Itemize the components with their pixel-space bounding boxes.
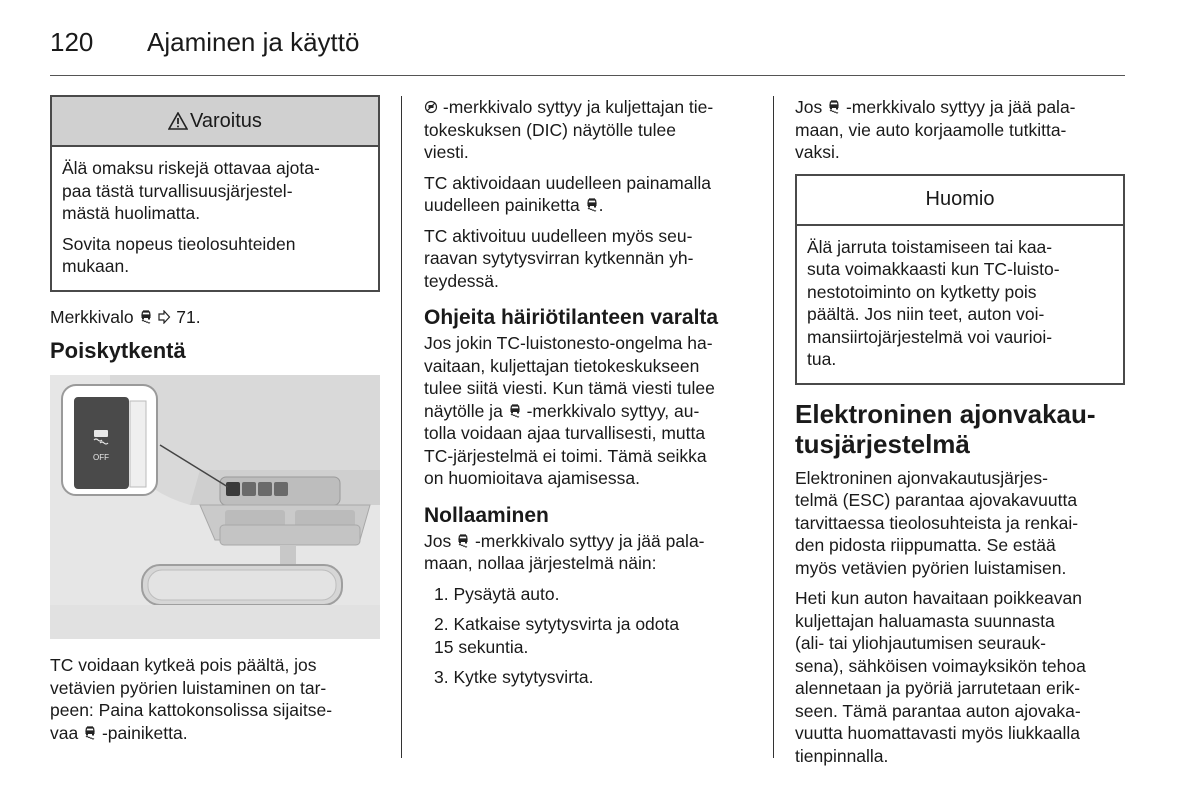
workshop-text-a: Jos (795, 97, 823, 117)
header-rule (50, 75, 1125, 76)
warning-title: Varoitus (190, 109, 262, 132)
esc-text-1: Elektroninen ajonvakautusjärjes- telmä (ESC) parantaa ajovakavuutta tarvittaessa tieolosuhteista ja renkai- den pidosta riippumatta. Se estää myös vetävien pyörien luistamisen. (795, 467, 1079, 578)
traction-control-icon (139, 310, 153, 324)
off-button-label: OFF (93, 453, 109, 462)
page-reference-arrow-icon (157, 310, 171, 324)
reset-text (424, 530, 754, 575)
traction-control-icon (827, 100, 841, 114)
note-body (797, 226, 1123, 383)
page-number: 120 (50, 27, 94, 57)
caption-text (50, 654, 390, 744)
tc-off-indicator-label: -merkkivalo syttyy ja kuljettajan tie- tokeskuksen (DIC) näytölle tulee viesti. (424, 97, 714, 162)
caption (50, 654, 390, 752)
reactivate-label: TC aktivoidaan uudelleen painamalla uudelleen painiketta (424, 172, 711, 215)
warning-text-2: Sovita nopeus tieolosuhteiden mukaan. (62, 233, 296, 276)
reset-text-b: -merkkivalo syttyy ja jää pala- maan, nollaa järjestelmä näin: (424, 530, 705, 573)
traction-control-off-icon (424, 100, 438, 114)
warning-triangle-icon (168, 112, 188, 130)
list-item: 1. Pysäytä auto. (434, 583, 560, 604)
reset-text-a: Jos (424, 530, 452, 551)
section-heading-esc: Elektroninen ajonvakau- tusjärjestelmä (795, 398, 1096, 459)
reactivate-text: TC aktivoidaan uudelleen painamalla uudelleen painiketta . (424, 172, 711, 215)
esc-text-2: Heti kun auton havaitaan poikkeavan kuljettajan haluamasta suunnasta (ali- tai yliohjautumisen seurauk- sena), sähköisen voimayksikön tehoa alennetaan ja pyöriä jarrutetaan erik- seen. Tämä parantaa auton ajovaka- vuutta huomattavasti myös liukkaalla tienpinnalla. (795, 588, 1086, 766)
traction-control-icon (508, 404, 522, 418)
column-1 (50, 95, 380, 366)
traction-control-icon (83, 726, 97, 740)
column-2 (424, 96, 754, 697)
workshop-text (795, 96, 1125, 164)
note-text: Älä jarruta toistamiseen tai kaa- suta voimakkaasti kun TC-luisto- nestotoiminto on kytketty pois päältä. Jos niin teet, auton voi- mansiirtojärjestelmä voi vaurioi- tua. (807, 236, 1060, 369)
fault-text-a: Jos jokin TC-luistonesto-ongelma ha- vaitaan, kuljettajan tietokeskukseen tulee siitä viesti. Kun tämä viesti tulee näytölle ja (424, 333, 715, 421)
note-title: Huomio (925, 188, 995, 210)
list-item: 2. Katkaise sytytysvirta ja odota 15 sekuntia. (434, 614, 680, 657)
caption-end: -painiketta. (101, 722, 188, 743)
warning-body (52, 147, 378, 290)
note-header (797, 176, 1123, 226)
workshop-text-b: -merkkivalo syttyy ja jää pala- maan, vie auto korjaamolle tutkitta- vaksi. (795, 97, 1076, 162)
page-title: Ajaminen ja käyttö (147, 27, 360, 57)
column-divider-1 (401, 96, 402, 758)
warning-text-1: Älä omaksu riskejä ottavaa ajota- paa tästä turvallisuusjärjestel- mästä huolimatta. (62, 158, 320, 223)
auto-reactivate-text: TC aktivoituu uudelleen myös seu- raavan sytytysvirran kytkennän yh- teydessä. (424, 225, 694, 291)
roof-console-illustration (50, 375, 380, 639)
section-heading-reset: Nollaaminen (424, 503, 549, 527)
column-divider-2 (773, 96, 774, 758)
reference-label: Merkkivalo (50, 306, 134, 327)
fault-text-b: -merkkivalo syttyy, au- tolla voidaan ajaa turvallisesti, mutta TC-järjestelmä ei toimi. Tämä seikka on huomioitava ajamisessa. (424, 400, 707, 488)
column-3 (795, 96, 1125, 775)
note-box (795, 174, 1125, 385)
tc-off-indicator-text (424, 96, 754, 164)
traction-control-icon (585, 198, 599, 212)
warning-box (50, 95, 380, 292)
section-heading-poiskytkenta: Poiskytkentä (50, 338, 186, 363)
fault-text (424, 332, 754, 490)
reset-steps (424, 583, 754, 689)
section-heading-fault: Ohjeita häiriötilanteen varalta (424, 306, 719, 329)
warning-header (52, 97, 378, 147)
indicator-reference (50, 306, 380, 329)
traction-control-icon (456, 534, 470, 548)
reference-page: 71. (176, 306, 201, 327)
caption-main: TC voidaan kytkeä pois päältä, jos vetävien pyörien luistaminen on tar- peen: Paina kattokonsolissa sijaitse- vaa (50, 655, 333, 743)
list-item: 3. Kytke sytytysvirta. (434, 667, 594, 687)
